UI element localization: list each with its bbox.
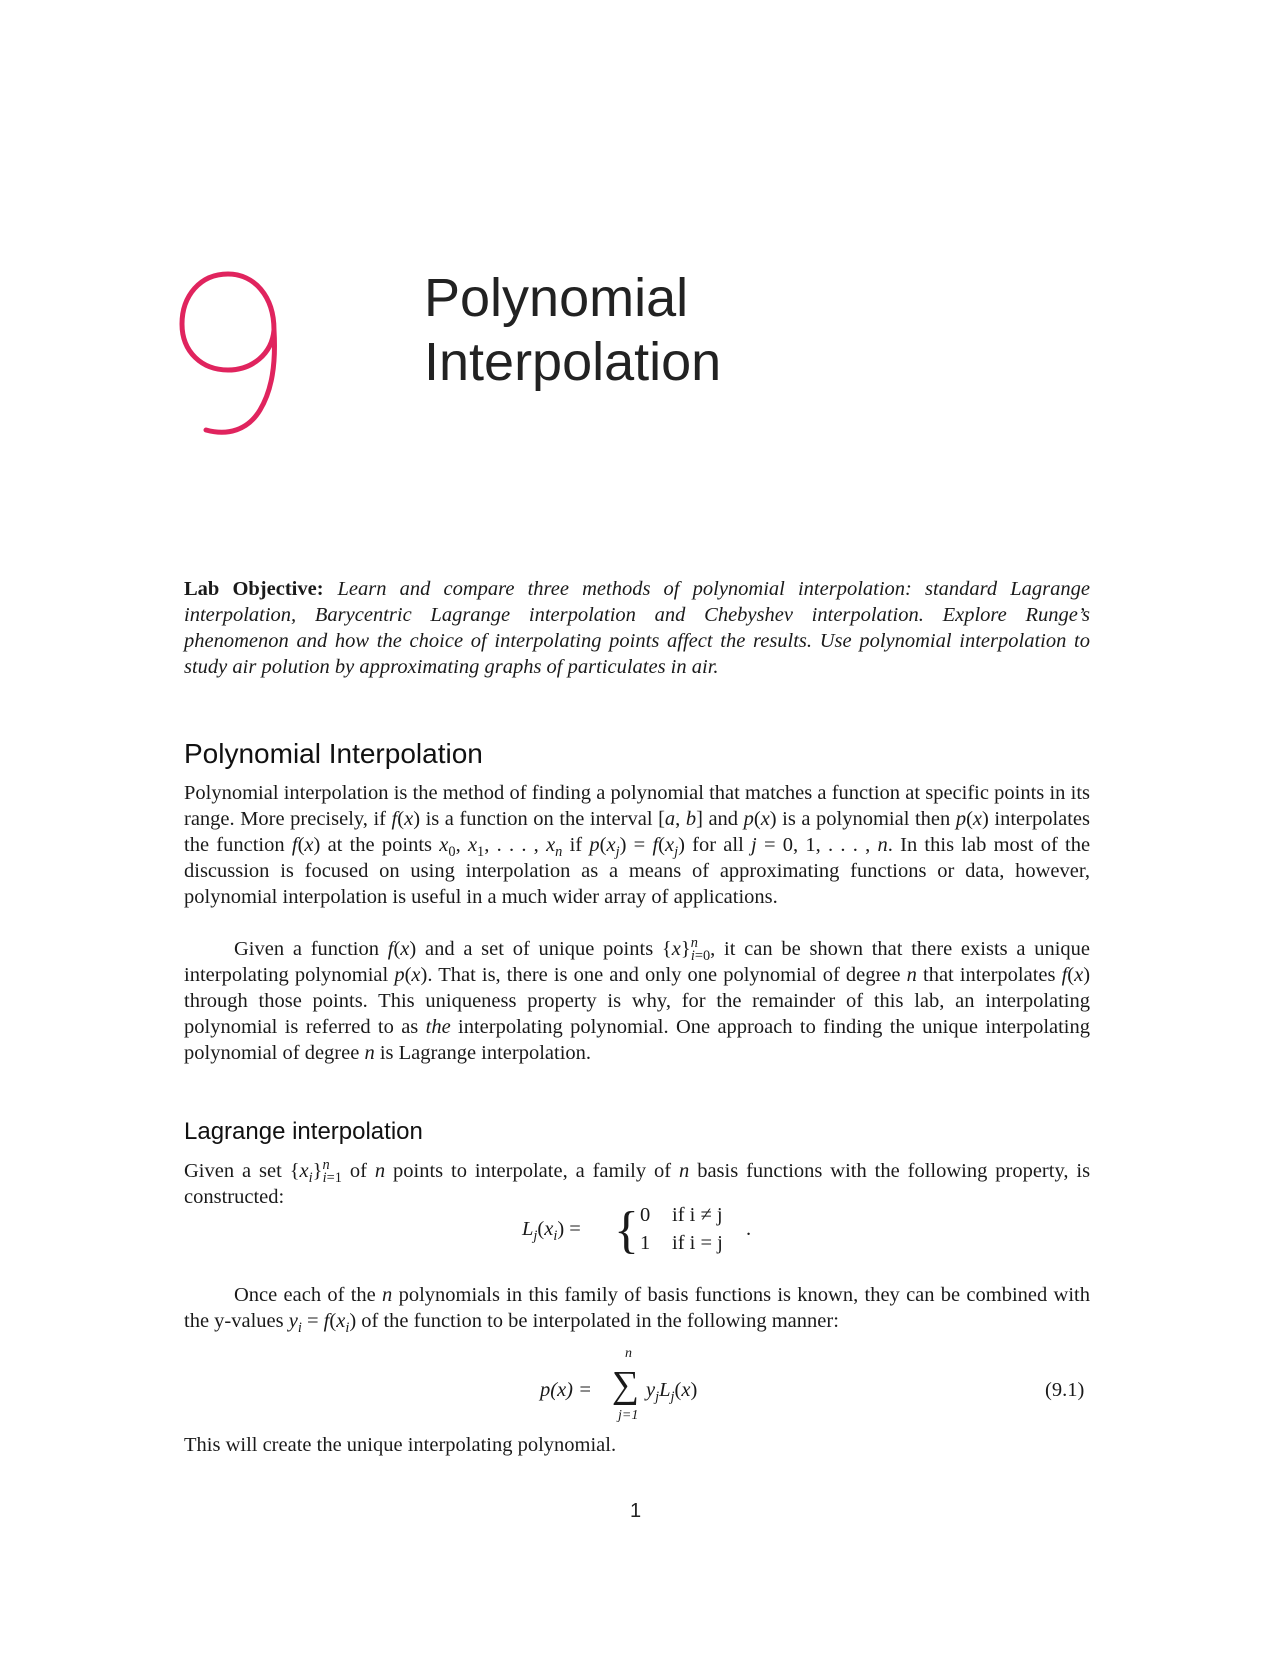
chapter-title-line1: Polynomial	[424, 268, 689, 328]
equation-number: (9.1)	[1045, 1379, 1085, 1401]
lagrange-basis-cases: $L_j(x_i)$ = { 0 if i ≠ j 1 if i = j .	[522, 1202, 752, 1259]
lab-objective-text: Learn and compare three methods of polynomial interpolation: standard Lagrange interpolation, Barycentric Lagrange interpolation and Chebyshev interpolation. Explore Runge’s phenomenon and how the choice of interpolating points affect the results. Use polynomial interpolation to study air polution by approximating graphs of particulates in air.	[184, 578, 1090, 678]
chapter-title	[424, 266, 721, 394]
section-title: Polynomial Interpolation	[184, 738, 483, 769]
chapter-number-nine	[182, 274, 274, 432]
interpolating-polynomial-equation: p(x) = n ∑ j=1 $y_jL_j(x)$	[540, 1346, 698, 1423]
chapter-title-line2: Interpolation	[424, 332, 722, 392]
chapter-number-text: 9	[176, 268, 177, 269]
section-paragraph-2: Given a function f(x) and a set of unique points $\{x\}^n_{i=0}$, it can be shown that there exists a unique interpolating polynomial p(x). That is, there is one and only one polynomial of degree n that interpolates f(x) through those points. This uniqueness property is why, for the remainder of this lab, an interpolating polynomial is referred to as the interpolating polynomial. One approach to finding the unique interpolating polynomial of degree n is Lagrange interpolation.	[184, 935, 1091, 1064]
chapter-number-graphic	[176, 268, 306, 438]
subsection-title: Lagrange interpolation	[184, 1118, 423, 1145]
subsection-paragraph-1: Given a set $\{x_i\}^n_{i=1}$ of n points to interpolate, a family of n basis functions with the following property, is constructed:	[184, 1157, 1091, 1208]
page-number: 1	[630, 1500, 642, 1522]
subsection-paragraph-2: Once each of the n polynomials in this family of basis functions is known, they can be combined with the y-values $y_i = f(x_i)$ of the function to be interpolated in the following manner:	[184, 1284, 1090, 1337]
lab-objective	[184, 576, 1090, 680]
lab-objective-label: Lab Objective:	[184, 578, 324, 600]
subsection-paragraph-3: This will create the unique interpolating polynomial.	[184, 1434, 617, 1456]
section-paragraph-1: Polynomial interpolation is the method of finding a polynomial that matches a function at specific points in its range. More precisely, if f(x) is a function on the interval [a, b] and p(x) is a polynomial then p(x) interpolates the function f(x) at the points $x_0$, $x_1$, . . . , $x_n$ if $p(x_j) = f(x_j)$ for all j = 0, 1, . . . , n. In this lab most of the discussion is focused on using interpolation as a means of approximating functions or data, however, polynomial interpolation is useful in a much wider array of applications.	[184, 782, 1091, 908]
